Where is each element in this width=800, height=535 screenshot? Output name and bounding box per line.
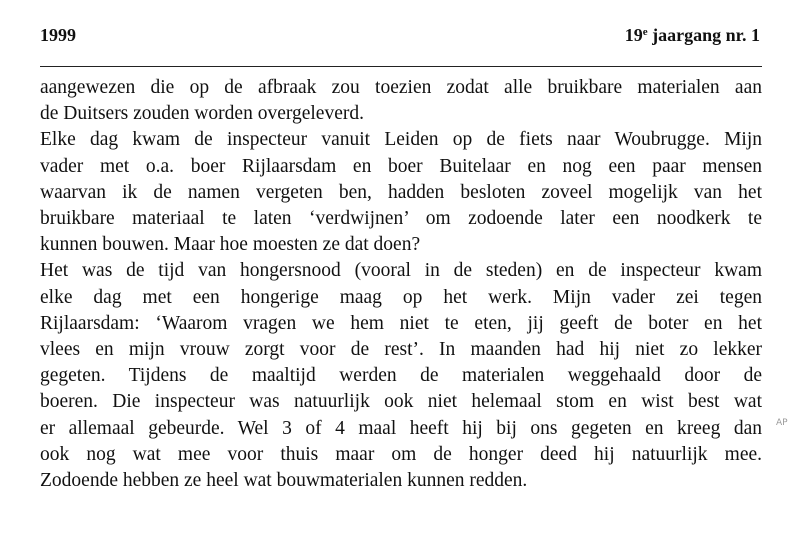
text-line: de Duitsers zouden worden overgeleverd.	[40, 103, 364, 125]
issue-superscript: e	[642, 26, 648, 38]
margin-mark: AP	[776, 418, 788, 428]
header-rule	[40, 66, 762, 67]
header-year: 1999	[40, 25, 76, 45]
text-line: vlees en mijn vrouw zorgt voor de rest’. In maanden had hij niet zo lekker	[40, 339, 762, 361]
text-line: gegeten. Tijdens de maaltijd werden de materialen weggehaald door de	[40, 365, 762, 387]
paragraph-2	[40, 127, 762, 258]
article-body	[40, 75, 762, 494]
issue-number: 19	[624, 25, 643, 45]
text-line: waarvan ik de namen vergeten ben, hadden besloten zoveel mogelijk van het	[40, 181, 762, 203]
text-line: Elke dag kwam de inspecteur vanuit Leiden op de fiets naar Woubrugge. Mijn	[40, 129, 762, 151]
text-line: ook nog wat mee voor thuis maar om de honger deed hij natuurlijk mee.	[40, 443, 762, 465]
header-issue	[625, 24, 760, 46]
paragraph-1	[40, 75, 762, 127]
issue-rest: jaargang nr. 1	[647, 25, 760, 45]
text-line: bruikbare materiaal te laten ‘verdwijnen’ om zodoende later een noodkerk te	[40, 208, 762, 230]
text-line: aangewezen die op de afbraak zou toezien zodat alle bruikbare materialen aan	[40, 77, 762, 98]
text-line: boeren. Die inspecteur was natuurlijk ook niet helemaal stom en wist best wat	[40, 391, 762, 413]
text-line: Rijlaarsdam: ‘Waarom vragen we hem niet te eten, jij geeft de boter en het	[40, 312, 762, 334]
text-line: vader met o.a. boer Rijlaarsdam en boer Buitelaar en nog een paar mensen	[40, 155, 762, 177]
text-line: Het was de tijd van hongersnood (vooral in de steden) en de inspecteur kwam	[40, 260, 762, 282]
text-line: er allemaal gebeurde. Wel 3 of 4 maal heeft hij bij ons gegeten en kreeg dan	[40, 417, 762, 439]
text-line: kunnen bouwen. Maar hoe moesten ze dat doen?	[40, 234, 421, 256]
text-line: Zodoende hebben ze heel wat bouwmaterialen kunnen redden.	[40, 470, 528, 492]
text-line: elke dag met een hongerige maag op het werk. Mijn vader zei tegen	[40, 286, 762, 308]
paragraph-3	[40, 258, 762, 494]
